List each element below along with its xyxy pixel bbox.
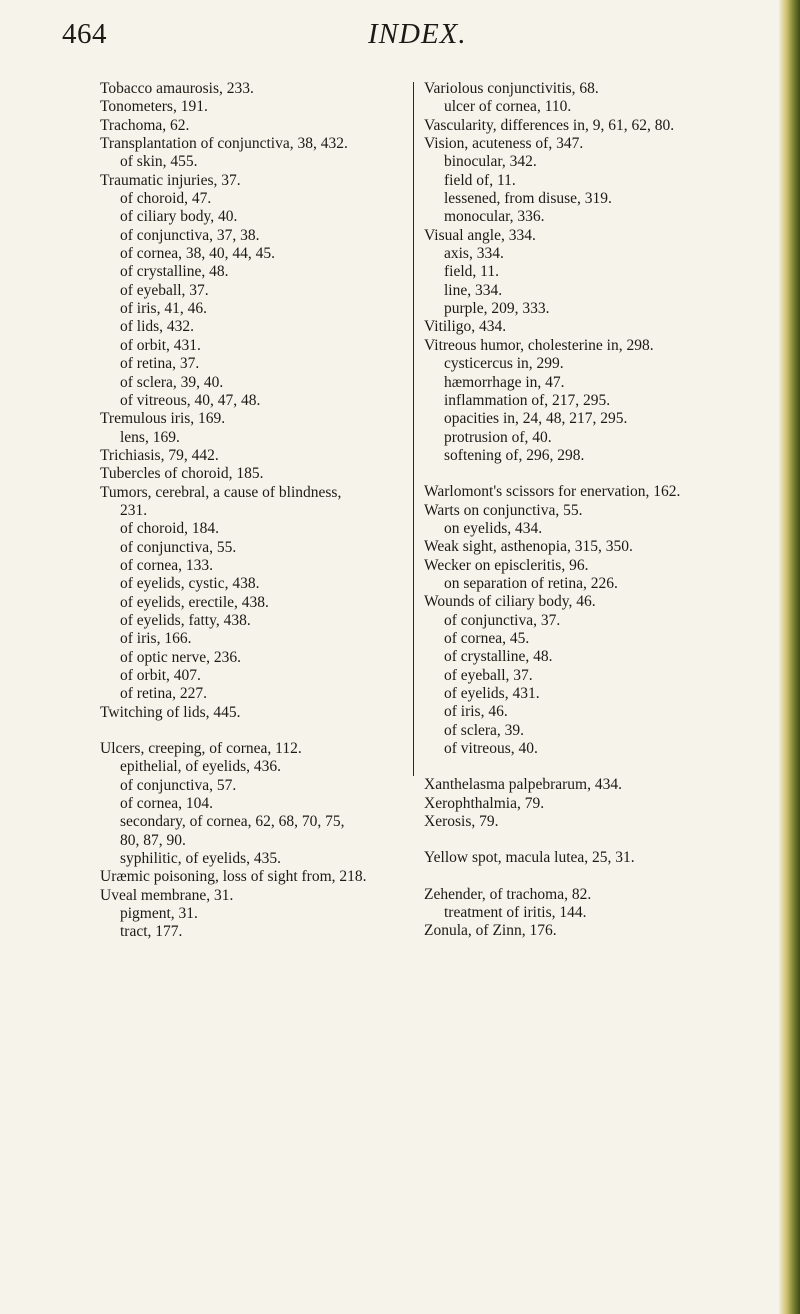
index-entry: Tobacco amaurosis, 233. (100, 80, 254, 97)
index-subentry: of optic nerve, 236. (120, 648, 241, 666)
index-subentry: of retina, 37. (120, 355, 200, 373)
index-subentry: of lids, 432. (120, 318, 195, 336)
index-entry: Variolous conjunctivitis, 68. (424, 80, 599, 97)
index-subentry: of cornea, 38, 40, 44, 45. (120, 245, 275, 263)
index-entry: Xerosis, 79. (424, 813, 499, 831)
index-entry: Tumors, cerebral, a cause of blindness, (100, 483, 342, 501)
index-column-right (424, 80, 754, 941)
index-entry: Wecker on episcleritis, 96. (424, 556, 589, 574)
index-subentry: of cornea, 104. (120, 795, 213, 813)
index-entry: Uræmic poisoning, loss of sight from, 218. (100, 868, 367, 886)
index-subentry: tract, 177. (120, 923, 183, 941)
index-subentry: on eyelids, 434. (444, 519, 543, 537)
index-entry: Ulcers, creeping, of cornea, 112. (100, 740, 302, 758)
index-subentry: treatment of iritis, 144. (444, 904, 587, 922)
section-gap (100, 722, 400, 740)
index-entry: Uveal membrane, 31. (100, 886, 234, 904)
index-subentry: of iris, 46. (444, 703, 508, 721)
index-subentry: epithelial, of eyelids, 436. (120, 758, 281, 776)
index-subentry: of retina, 227. (120, 685, 207, 703)
section-gap (424, 831, 754, 849)
index-entry: Xanthelasma palpebrarum, 434. (424, 776, 622, 794)
index-entry: Weak sight, asthenopia, 315, 350. (424, 538, 633, 556)
index-subentry: of orbit, 431. (120, 336, 201, 354)
index-subentry: hæmorrhage in, 47. (444, 373, 565, 391)
index-entry: Traumatic injuries, 37. (100, 171, 241, 189)
index-subentry: cysticercus in, 299. (444, 355, 564, 373)
index-subentry: on separation of retina, 226. (444, 574, 618, 592)
index-entry: Tonometers, 191. (100, 98, 208, 116)
index-entry: Transplantation of conjunctiva, 38, 432. (100, 135, 348, 153)
index-subentry: of conjunctiva, 57. (120, 776, 237, 794)
running-head (0, 18, 800, 58)
index-entry: Vascularity, differences in, 9, 61, 62, 80. (424, 116, 675, 134)
page-number: 464 (62, 18, 107, 50)
index-subentry: of eyelids, 431. (444, 685, 540, 702)
index-subentry: of skin, 455. (120, 153, 198, 171)
index-subentry: field, 11. (444, 263, 499, 281)
index-subentry: of iris, 166. (120, 630, 192, 648)
index-subentry: field of, 11. (444, 171, 516, 189)
index-subentry: of conjunctiva, 55. (120, 538, 237, 556)
index-subentry: of eyelids, cystic, 438. (120, 575, 260, 593)
index-entry: Warts on conjunctiva, 55. (424, 501, 583, 519)
index-subentry: protrusion of, 40. (444, 428, 552, 446)
index-entry: Wounds of ciliary body, 46. (424, 593, 596, 611)
index-subentry: purple, 209, 333. (444, 300, 550, 318)
index-subentry: of cornea, 45. (444, 629, 530, 647)
index-subentry: of cornea, 133. (120, 556, 213, 574)
index-subentry: of iris, 41, 46. (120, 300, 207, 318)
index-subentry: of sclera, 39. (444, 721, 525, 739)
index-entry: Yellow spot, macula lutea, 25, 31. (424, 849, 635, 867)
index-subentry: of eyelids, erectile, 438. (120, 593, 269, 611)
index-subentry: of conjunctiva, 37, 38. (120, 226, 260, 244)
index-entry: Vitreous humor, cholesterine in, 298. (424, 336, 654, 354)
section-gap (424, 465, 754, 483)
index-entry: Vision, acuteness of, 347. (424, 135, 584, 153)
index-entry: Tubercles of choroid, 185. (100, 465, 264, 483)
index-entry: Visual angle, 334. (424, 226, 536, 244)
index-subentry: of orbit, 407. (120, 667, 201, 684)
index-subentry: of eyeball, 37. (444, 666, 533, 684)
index-subentry: of eyeball, 37. (120, 281, 209, 299)
index-entry: Twitching of lids, 445. (100, 703, 241, 721)
index-subentry: of crystalline, 48. (120, 263, 229, 281)
index-entry: Zehender, of trachoma, 82. (424, 885, 592, 903)
index-subentry: inflammation of, 217, 295. (444, 391, 611, 409)
index-subentry: lens, 169. (120, 428, 180, 446)
index-subentry: monocular, 336. (444, 208, 545, 226)
index-entry: Tremulous iris, 169. (100, 410, 226, 428)
index-column-left (100, 80, 400, 942)
index-subentry: of vitreous, 40. (444, 740, 538, 758)
index-entry: Xerophthalmia, 79. (424, 794, 545, 812)
index-subentry: 231. (120, 501, 148, 519)
index-subentry: opacities in, 24, 48, 217, 295. (444, 410, 628, 428)
section-gap (424, 868, 754, 886)
index-entry: Trichiasis, 79, 442. (100, 446, 219, 464)
index-entry: Zonula, of Zinn, 176. (424, 922, 557, 940)
index-entry: Trachoma, 62. (100, 116, 190, 134)
index-subentry: softening of, 296, 298. (444, 446, 585, 464)
index-subentry: of eyelids, fatty, 438. (120, 611, 251, 629)
page-edge-binding (778, 0, 800, 1314)
index-subentry: syphilitic, of eyelids, 435. (120, 850, 282, 868)
index-subentry: of conjunctiva, 37. (444, 611, 561, 629)
index-subentry: of choroid, 184. (120, 520, 220, 538)
index-subentry: of crystalline, 48. (444, 648, 553, 666)
index-subentry: ulcer of cornea, 110. (444, 98, 572, 116)
index-subentry: binocular, 342. (444, 153, 537, 171)
index-subentry: of choroid, 47. (120, 190, 212, 208)
index-subentry: of ciliary body, 40. (120, 208, 238, 226)
index-entry: Vitiligo, 434. (424, 318, 507, 336)
page-title: INDEX. (368, 18, 467, 50)
index-subentry: of vitreous, 40, 47, 48. (120, 391, 261, 409)
index-entry: Warlomont's scissors for enervation, 162. (424, 483, 681, 501)
index-subentry: of sclera, 39, 40. (120, 373, 224, 391)
index-subentry: axis, 334. (444, 245, 504, 263)
column-divider (413, 82, 414, 776)
index-subentry: 80, 87, 90. (120, 831, 186, 849)
index-subentry: lessened, from disuse, 319. (444, 190, 612, 208)
index-subentry: line, 334. (444, 281, 503, 299)
index-subentry: pigment, 31. (120, 905, 198, 923)
section-gap (424, 758, 754, 776)
index-subentry: secondary, of cornea, 62, 68, 70, 75, (120, 813, 345, 831)
